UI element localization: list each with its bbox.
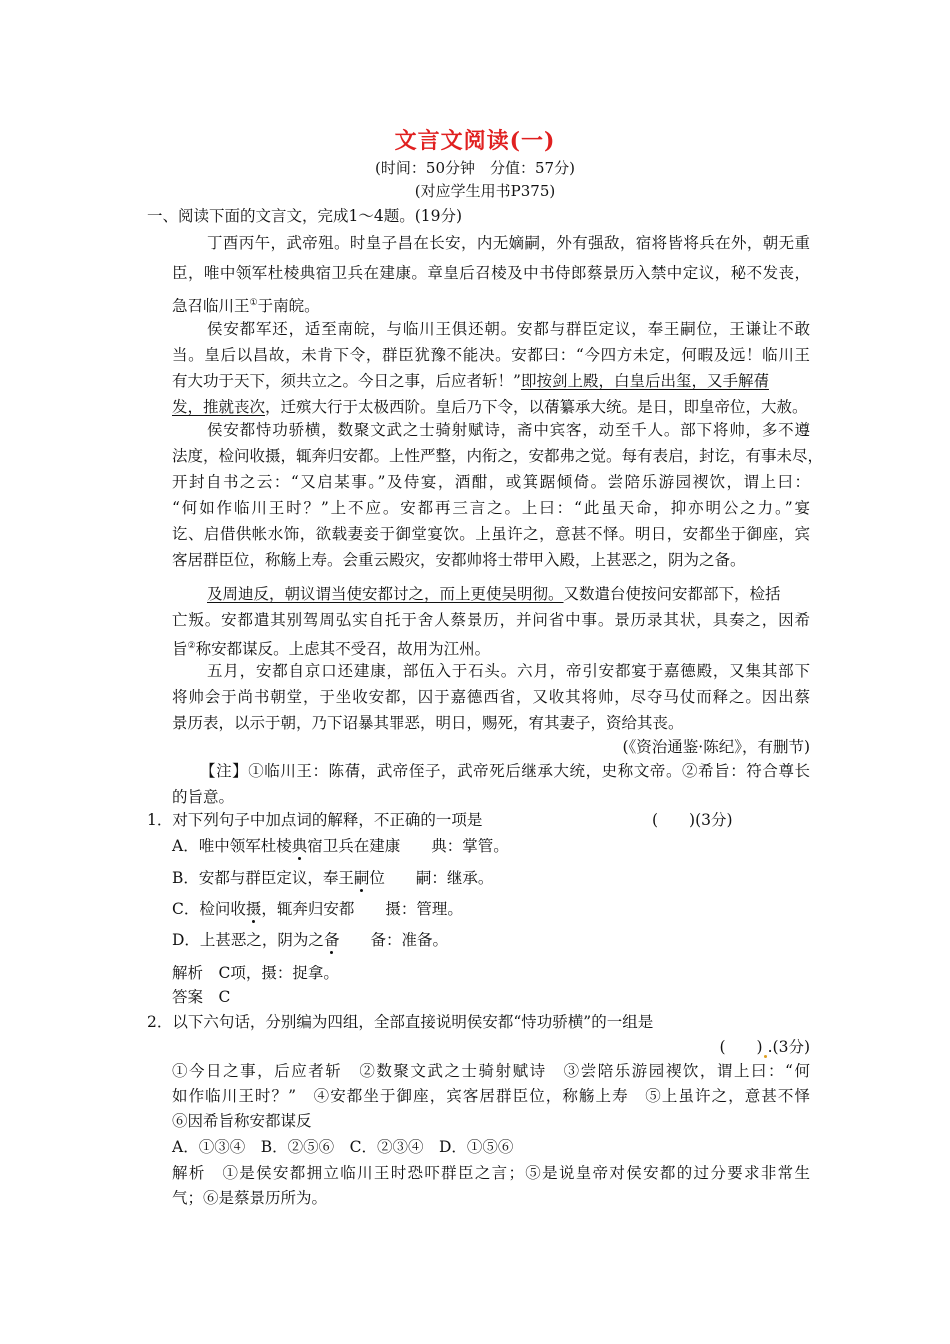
option-c: C．检问收摄，辄奔归安都 摄：管理。 bbox=[172, 900, 463, 918]
underlined-sentence: 发，推就丧次 bbox=[172, 398, 266, 416]
passage-line: 及周迪反，朝议谓当使安都讨之，而上更使吴明彻。又数遣台使按问安都部下，检括 bbox=[207, 585, 781, 603]
passage-line: 侯安都恃功骄横，数聚文武之士骑射赋诗，斋中宾客，动至千人。部下将帅，多不遵 bbox=[207, 421, 810, 439]
passage-line: 急召临川王①于南皖。 bbox=[172, 297, 320, 316]
note-line: 的旨意。 bbox=[172, 788, 235, 806]
question-1-bracket: ( )(3分) bbox=[652, 811, 733, 829]
passage-line: “何如作临川王时？”上不应。安都再三言之。上曰：“此虽天命，抑亦明公之力。”宴 bbox=[172, 499, 810, 517]
passage-line: 有大功于天下，须共立之。今日之事，后应者斩！”即按剑上殿，白皇后出玺，又手解蒨 bbox=[172, 372, 769, 390]
question-1-analysis: 解析 C项，摄：捉拿。 bbox=[172, 964, 339, 982]
passage-line: 丁酉丙午，武帝殂。时皇子昌在长安，内无嫡嗣，外有强敌，宿将皆将兵在外，朝无重 bbox=[207, 234, 810, 252]
underlined-sentence: 即按剑上殿，白皇后出玺，又手解蒨 bbox=[520, 372, 769, 390]
orange-dot bbox=[764, 1055, 767, 1058]
question-2-bracket: ( ) .(3分) bbox=[719, 1038, 810, 1056]
passage-line: 臣，唯中领军杜棱典宿卫兵在建康。章皇后召棱及中书侍郎蔡景历入禁中定议，秘不发丧， bbox=[172, 264, 810, 282]
passage-line: 当。皇后以昌故，未肯下令，群臣犹豫不能决。安都曰：“今四方未定，何暇及远！临川王 bbox=[172, 346, 810, 364]
option-d: D．上甚恶之，阴为之备 备：准备。 bbox=[172, 931, 448, 949]
passage-line: 五月，安都自京口还建康，部伍入于石头。六月，帝引安都宴于嘉德殿，又集其部下 bbox=[207, 662, 810, 680]
footnote-marker: ① bbox=[249, 298, 258, 308]
question-2-item-line: ①今日之事，后应者斩 ②数聚文武之士骑射赋诗 ③尝陪乐游园禊饮，谓上曰：“何 bbox=[172, 1062, 810, 1080]
time-score-line: (时间：50分钟 分值：57分) bbox=[375, 159, 575, 177]
passage-line: 将帅会于尚书朝堂，于坐收安都，囚于嘉德西省，又收其将帅，尽夺马仗而释之。因出蔡 bbox=[172, 688, 810, 706]
dotted-word: 典 bbox=[291, 837, 308, 855]
dotted-word: 备 bbox=[323, 931, 340, 949]
dotted-word: 摄 bbox=[245, 900, 262, 918]
footnote-marker: ② bbox=[187, 641, 196, 651]
option-b: B．安都与群臣定议，奉王嗣位 嗣：继承。 bbox=[172, 869, 494, 887]
question-1-stem: 1．对下列句子中加点词的解释，不正确的一项是 bbox=[147, 811, 483, 829]
underlined-sentence: 及周迪反，朝议谓当使安都讨之，而上更使吴明彻。 bbox=[207, 585, 564, 603]
source-citation: (《资治通鉴·陈纪》，有删节) bbox=[622, 738, 810, 756]
passage-line: 法度，检问收摄，辄奔归安都。上性严整，内衔之，安都弗之觉。每有表启，封讫，有事未尽， bbox=[172, 447, 824, 465]
question-2-item-line: 如作临川王时？” ④安都坐于御座，宾客居群臣位，称觞上寿 ⑤上虽许之，意甚不怿 bbox=[172, 1087, 810, 1105]
dotted-word: 嗣 bbox=[353, 869, 370, 887]
passage-line: 景历表，以示于朝，乃下诏暴其罪恶，明日，赐死，宥其妻子，资给其丧。 bbox=[172, 714, 684, 732]
passage-line: 讫、启借供帐水饰，欲载妻妾于御堂宴饮。上虽许之，意甚不怿。明日，安都坐于御座，宾 bbox=[172, 525, 810, 543]
passage-line: 侯安都军还，适至南皖，与临川王俱还朝。安都与群臣定议，奉王嗣位，王谦让不敢 bbox=[207, 320, 810, 338]
page-title: 文言文阅读(一) bbox=[394, 128, 556, 154]
question-2-analysis: 气；⑥是蔡景历所为。 bbox=[172, 1189, 328, 1207]
passage-line: 亡叛。安都遣其别驾周弘实自托于舍人蔡景历，并问省中事。景历录其状，具奏之，因希 bbox=[172, 611, 810, 629]
question-2-options: A．①③④ B．②⑤⑥ C．②③④ D．①⑤⑥ bbox=[172, 1138, 514, 1156]
passage-line: 旨②称安都谋反。上虑其不受召，故用为江州。 bbox=[172, 640, 491, 659]
question-2-stem: 2．以下六句话，分别编为四组，全部直接说明侯安都“恃功骄横”的一组是 bbox=[147, 1013, 654, 1031]
note-line: 【注】①临川王：陈蒨，武帝侄子，武帝死后继承大统，史称文帝。②希旨：符合尊长 bbox=[200, 762, 810, 780]
question-1-answer: 答案 C bbox=[172, 988, 231, 1006]
question-2-analysis: 解析 ①是侯安都拥立临川王时恐吓群臣之言；⑤是说皇帝对侯安都的过分要求非常生 bbox=[172, 1164, 810, 1182]
passage-line: 开封自书之云：“又启某事。”及侍宴，酒酣，或箕踞倾倚。尝陪乐游园禊饮，谓上曰： bbox=[172, 473, 810, 491]
passage-line: 客居群臣位，称觞上寿。会重云殿灾，安都帅将士带甲入殿，上甚恶之，阴为之备。 bbox=[172, 551, 746, 569]
reference-line: (对应学生用书P375) bbox=[414, 182, 556, 200]
question-2-item-line: ⑥因希旨称安都谋反 bbox=[172, 1112, 312, 1130]
section-heading: 一、阅读下面的文言文，完成1～4题。(19分) bbox=[147, 207, 463, 225]
option-a: A．唯中领军杜棱典宿卫兵在建康 典：掌管。 bbox=[172, 837, 509, 855]
passage-line: 发，推就丧次，迁殡大行于太极西阶。皇后乃下令，以蒨纂承大统。是日，即皇帝位，大赦。 bbox=[172, 398, 808, 416]
